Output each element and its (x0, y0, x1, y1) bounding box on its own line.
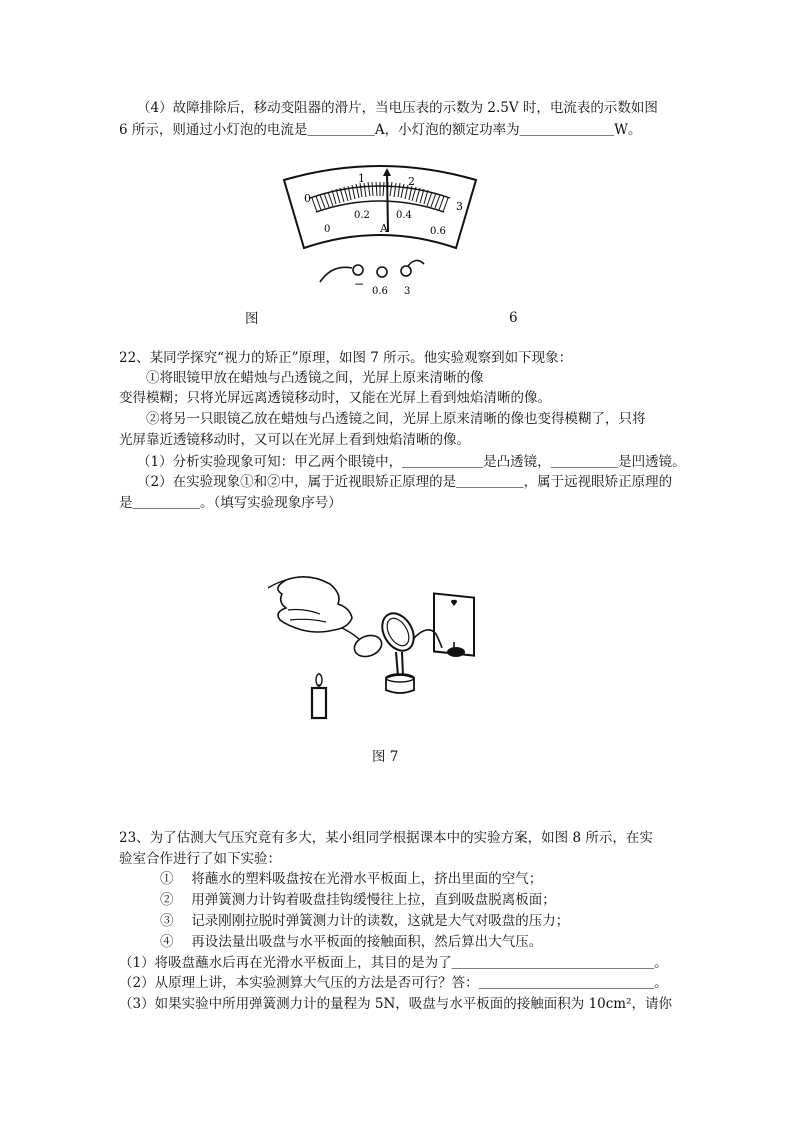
convex-lens (376, 608, 420, 657)
q22-line-3: 变得模糊；只将光屏远离透镜移动时，又能在光屏上看到烛焰清晰的像。 (119, 390, 551, 406)
q23-line-1: 23、为了估测大气压究竟有多大，某小组同学根据课本中的实验方案，如图 8 所示，在实 (119, 830, 653, 846)
q22-line-8: 是＿＿＿＿＿。（填写实验现象序号） (119, 495, 342, 511)
q23-question-2: （2）从原理上讲，本实验测算大气压的方法是否可行？答：＿＿＿＿＿＿＿＿＿＿＿＿＿。 (119, 975, 668, 991)
q23-question-3: （3）如果实验中所用弹簧测力计的量程为 5N，吸盘与水平板面的接触面积为 10cm²，请你 (119, 996, 673, 1012)
ammeter-case (284, 166, 476, 248)
q23-step-1: ① 将蘸水的塑料吸盘按在光滑水平板面上，挤出里面的空气； (160, 871, 543, 887)
terminal-neg-label: − (354, 277, 365, 291)
q23-step-4: ④ 再设法量出吸盘与水平板面的接触面积，然后算出大气压。 (160, 934, 543, 950)
q23-step-2: ② 用弹簧测力计钩着吸盘挂钩缓慢往上拉，直到吸盘脱离板面； (160, 892, 556, 908)
q21-line-1: （4）故障排除后，移动变阻器的滑片，当电压表的示数为 2.5V 时，电流表的示数如图 (137, 100, 658, 116)
meter-top-0: 0 (304, 192, 311, 205)
terminal-06-label: 0.6 (372, 286, 388, 297)
q22-line-4: ②将另一只眼镜乙放在蜡烛与凸透镜之间，光屏上原来清晰的像也变得模糊了，只将 (146, 411, 646, 427)
meter-bottom-06: 0.6 (430, 226, 446, 237)
terminal-3-label: 3 (404, 286, 411, 297)
meter-bottom-0: 0 (324, 224, 331, 235)
q22-line-2: ①将眼镜甲放在蜡烛与凸透镜之间，光屏上原来清晰的像 (146, 370, 484, 386)
meter-bottom-02: 0.2 (354, 210, 370, 221)
figure-7-label: 图 7 (372, 749, 399, 765)
figure-6-label-right: 6 (509, 310, 518, 326)
meter-top-1: 1 (358, 172, 365, 185)
figure-7-illustration (268, 568, 484, 724)
q22-line-5: 光屏靠近透镜移动时，又可以在光屏上看到烛焰清晰的像。 (119, 432, 470, 448)
q21-line-2: 6 所示，则通过小灯泡的电流是＿＿＿＿＿A，小灯泡的额定功率为＿＿＿＿＿＿＿W。 (119, 122, 642, 138)
meter-top-3: 3 (456, 200, 463, 213)
meter-unit: A (380, 222, 388, 235)
ammeter-figure (280, 160, 480, 300)
q22-line-7: （2）在实验现象①和②中，属于近视眼矫正原理的是＿＿＿＿＿，属于远视眼矫正原理的 (137, 474, 673, 490)
meter-bottom-04: 0.4 (396, 210, 412, 221)
figure-6-label-left: 图 (245, 311, 259, 327)
q23-line-2: 验室合作进行了如下实验： (119, 851, 281, 867)
candle (312, 688, 326, 718)
q22-line-1: 22、某同学探究“视力的矫正”原理，如图 7 所示。他实验观察到如下现象： (119, 350, 573, 366)
q23-step-3: ③ 记录刚刚拉脱时弹簧测力计的读数，这就是大气对吸盘的压力； (160, 913, 570, 929)
q22-line-6: （1）分析实验现象可知：甲乙两个眼镜中，＿＿＿＿＿＿是凸透镜，＿＿＿＿＿是凹透镜。 (137, 454, 686, 470)
q23-question-1: （1）将吸盘蘸水后再在光滑水平板面上，其目的是为了＿＿＿＿＿＿＿＿＿＿＿＿＿＿＿。 (119, 955, 668, 971)
hand-drawing (278, 577, 352, 632)
meter-top-2: 2 (408, 175, 415, 188)
